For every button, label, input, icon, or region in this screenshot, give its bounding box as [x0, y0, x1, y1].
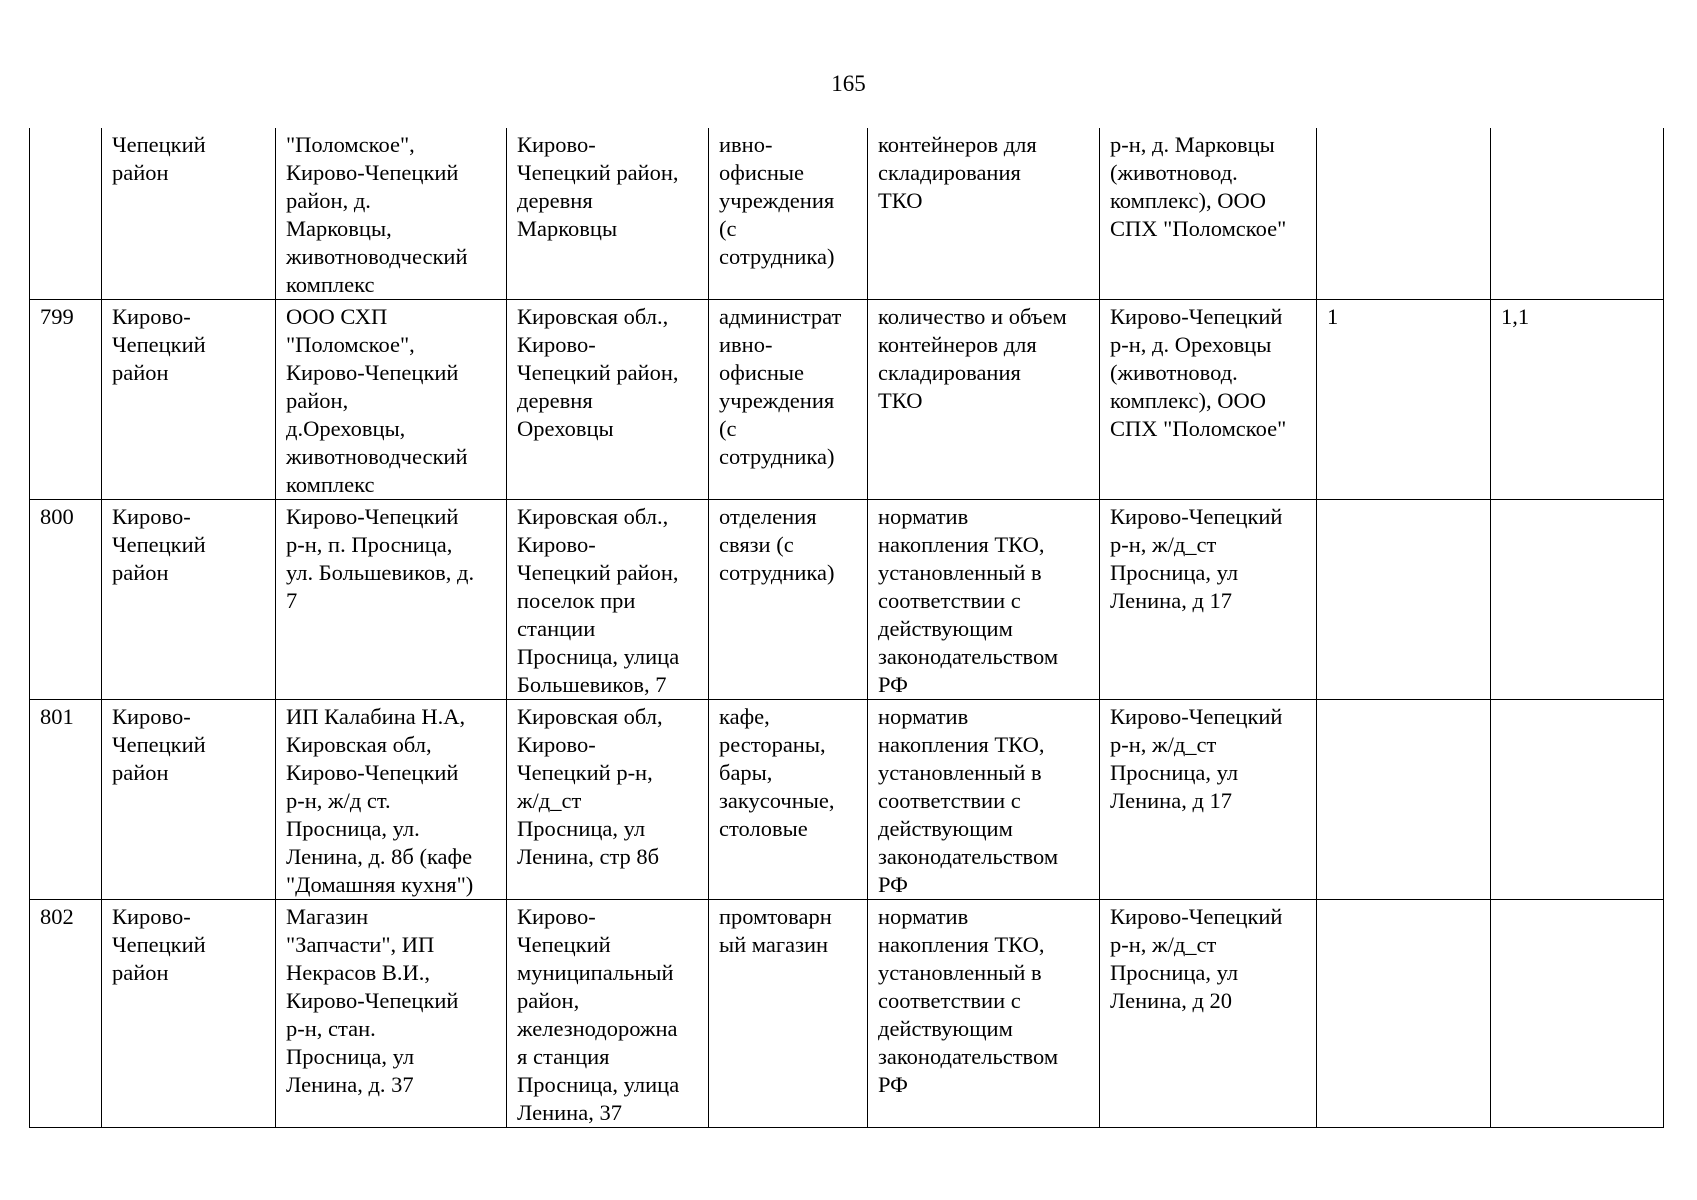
table-row — [30, 900, 1664, 1128]
cell-owner: Магазин "Запчасти", ИП Некрасов В.И., Кирово-Чепецкий р-н, стан. Просница, ул Ленина, д. 37 — [276, 900, 507, 1128]
cell-site: Кирово-Чепецкий р-н, д. Ореховцы (животновод. комплекс), ООО СПХ "Поломское" — [1100, 300, 1317, 500]
cell-district: Кирово- Чепецкий район — [102, 500, 276, 700]
cell-number — [30, 128, 102, 300]
cell-owner: "Поломское", Кирово-Чепецкий район, д. Марковцы, животноводческий комплекс — [276, 128, 507, 300]
cell-number: 800 — [30, 500, 102, 700]
cell-count — [1317, 900, 1491, 1128]
cell-count — [1317, 128, 1491, 300]
cell-district: Чепецкий район — [102, 128, 276, 300]
cell-district: Кирово- Чепецкий район — [102, 900, 276, 1128]
cell-number: 799 — [30, 300, 102, 500]
page-number: 165 — [831, 71, 866, 96]
cell-owner: ООО СХП "Поломское", Кирово-Чепецкий район, д.Ореховцы, животноводческий комплекс — [276, 300, 507, 500]
cell-address: Кировская обл., Кирово- Чепецкий район, деревня Ореховцы — [507, 300, 709, 500]
cell-site: Кирово-Чепецкий р-н, ж/д_ст Просница, ул Ленина, д 17 — [1100, 500, 1317, 700]
cell-count — [1317, 500, 1491, 700]
cell-owner: Кирово-Чепецкий р-н, п. Просница, ул. Большевиков, д. 7 — [276, 500, 507, 700]
cell-volume — [1491, 128, 1664, 300]
waste-sites-table — [29, 128, 1664, 1128]
cell-district: Кирово- Чепецкий район — [102, 300, 276, 500]
cell-method: норматив накопления ТКО, установленный в соответствии с действующим законодательством РФ — [868, 700, 1100, 900]
cell-category: отделения связи (с сотрудника) — [709, 500, 868, 700]
table-row — [30, 300, 1664, 500]
cell-address: Кирово- Чепецкий район, деревня Марковцы — [507, 128, 709, 300]
cell-category: ивно- офисные учреждения (с сотрудника) — [709, 128, 868, 300]
cell-number: 802 — [30, 900, 102, 1128]
cell-category: администрат ивно- офисные учреждения (с сотрудника) — [709, 300, 868, 500]
table-row — [30, 128, 1664, 300]
cell-method: норматив накопления ТКО, установленный в соответствии с действующим законодательством РФ — [868, 500, 1100, 700]
cell-district: Кирово- Чепецкий район — [102, 700, 276, 900]
cell-method: контейнеров для складирования ТКО — [868, 128, 1100, 300]
table-row — [30, 500, 1664, 700]
cell-volume: 1,1 — [1491, 300, 1664, 500]
cell-volume — [1491, 700, 1664, 900]
cell-owner: ИП Калабина Н.А, Кировская обл, Кирово-Чепецкий р-н, ж/д ст. Просница, ул. Ленина, д. 8б (кафе "Домашняя кухня") — [276, 700, 507, 900]
cell-method: количество и объем контейнеров для складирования ТКО — [868, 300, 1100, 500]
cell-count: 1 — [1317, 300, 1491, 500]
table-row — [30, 700, 1664, 900]
cell-category: промтоварн ый магазин — [709, 900, 868, 1128]
cell-category: кафе, рестораны, бары, закусочные, столовые — [709, 700, 868, 900]
cell-number: 801 — [30, 700, 102, 900]
cell-site: Кирово-Чепецкий р-н, ж/д_ст Просница, ул Ленина, д 17 — [1100, 700, 1317, 900]
cell-volume — [1491, 500, 1664, 700]
cell-address: Кировская обл, Кирово- Чепецкий р-н, ж/д_ст Просница, ул Ленина, стр 8б — [507, 700, 709, 900]
cell-method: норматив накопления ТКО, установленный в соответствии с действующим законодательством РФ — [868, 900, 1100, 1128]
cell-count — [1317, 700, 1491, 900]
cell-address: Кирово- Чепецкий муниципальный район, железнодорожна я станция Просница, улица Ленина, 37 — [507, 900, 709, 1128]
cell-address: Кировская обл., Кирово- Чепецкий район, поселок при станции Просница, улица Большевиков, 7 — [507, 500, 709, 700]
cell-site: Кирово-Чепецкий р-н, ж/д_ст Просница, ул Ленина, д 20 — [1100, 900, 1317, 1128]
cell-volume — [1491, 900, 1664, 1128]
cell-site: р-н, д. Марковцы (животновод. комплекс), ООО СПХ "Поломское" — [1100, 128, 1317, 300]
